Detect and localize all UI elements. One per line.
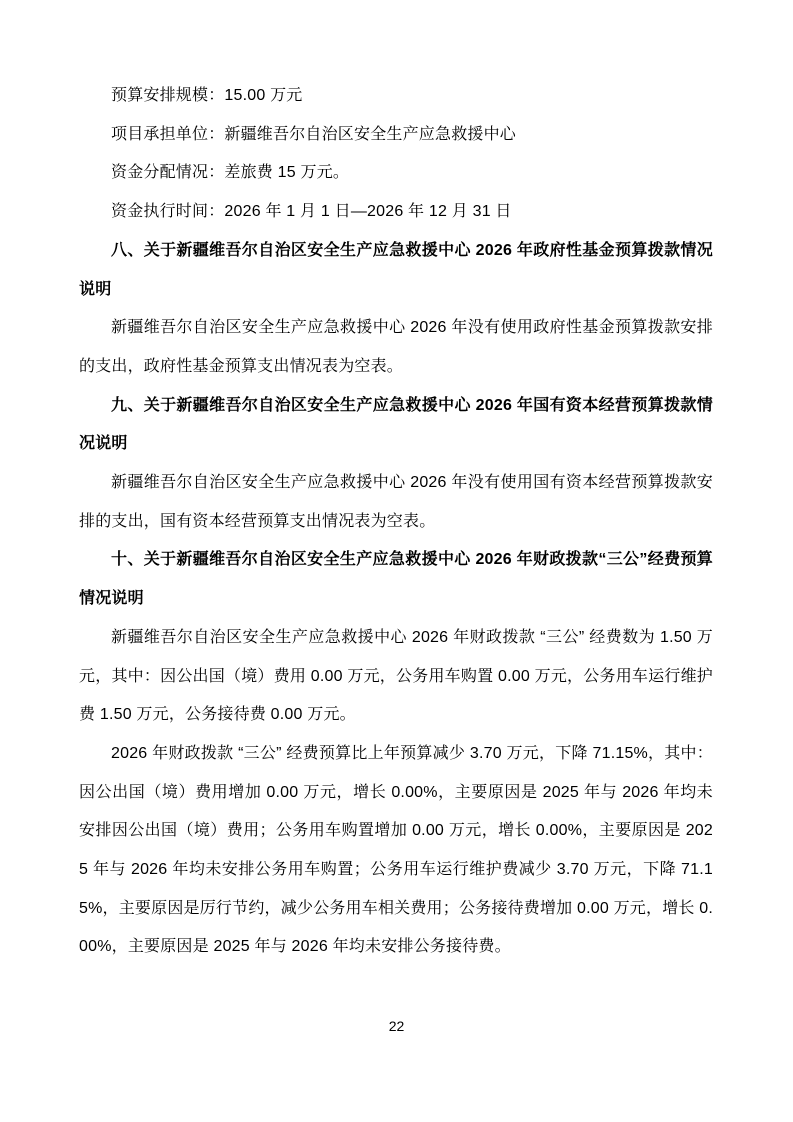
page-number: 22 xyxy=(388,1018,405,1034)
field-line-undertaking-unit: 项目承担单位：新疆维吾尔自治区安全生产应急救援中心 xyxy=(111,125,517,143)
section-9-heading: 九、关于新疆维吾尔自治区安全生产应急救援中心 2026 年国有资本经营预算拨款情况说明 xyxy=(79,396,713,453)
section-10-paragraph-1: 新疆维吾尔自治区安全生产应急救援中心 2026 年财政拨款 “三公” 经费数为 1.50 万元，其中：因公出国（境）费用 0.00 万元，公务用车购置 0.00 万元，公务用车运行维护费 1.50 万元，公务接待费 0.00 万元。 xyxy=(79,628,713,724)
field-line-budget-scale: 预算安排规模：15.00 万元 xyxy=(111,87,303,104)
field-line-fund-execution-time: 资金执行时间：2026 年 1 月 1 日—2026 年 12 月 31 日 xyxy=(111,203,512,221)
section-8-paragraph: 新疆维吾尔自治区安全生产应急救援中心 2026 年没有使用政府性基金预算拨款安排的支出，政府性基金预算支出情况表为空表。 xyxy=(79,319,713,375)
section-10-paragraph-2: 2026 年财政拨款 “三公” 经费预算比上年预算减少 3.70 万元，下降 71.15%，其中：因公出国（境）费用增加 0.00 万元，增长 0.00%，主要原因是 2025 年与 2026 年均未安排因公出国（境）费用；公务用车购置增加 0.00 万元，增长 0.00%，主要原因是 2025 年与 2026 年均未安排公务用车购置；公务用车运行维护费减少 3.70 万元，下降 71.15%，主要原因是厉行节约，减少公务用车相关费用；公务接待费增加 0.00 万元，增长 0.00%，主要原因是 2025 年与 2026 年均未安排公务接待费。 xyxy=(79,744,713,956)
section-8-heading: 八、关于新疆维吾尔自治区安全生产应急救援中心 2026 年政府性基金预算拨款情况说明 xyxy=(79,241,713,298)
section-9-paragraph: 新疆维吾尔自治区安全生产应急救援中心 2026 年没有使用国有资本经营预算拨款安排的支出，国有资本经营预算支出情况表为空表。 xyxy=(79,474,713,530)
document-content xyxy=(79,77,713,967)
section-10-heading: 十、关于新疆维吾尔自治区安全生产应急救援中心 2026 年财政拨款“三公”经费预算情况说明 xyxy=(79,551,713,608)
field-line-fund-allocation: 资金分配情况：差旅费 15 万元。 xyxy=(111,164,350,182)
